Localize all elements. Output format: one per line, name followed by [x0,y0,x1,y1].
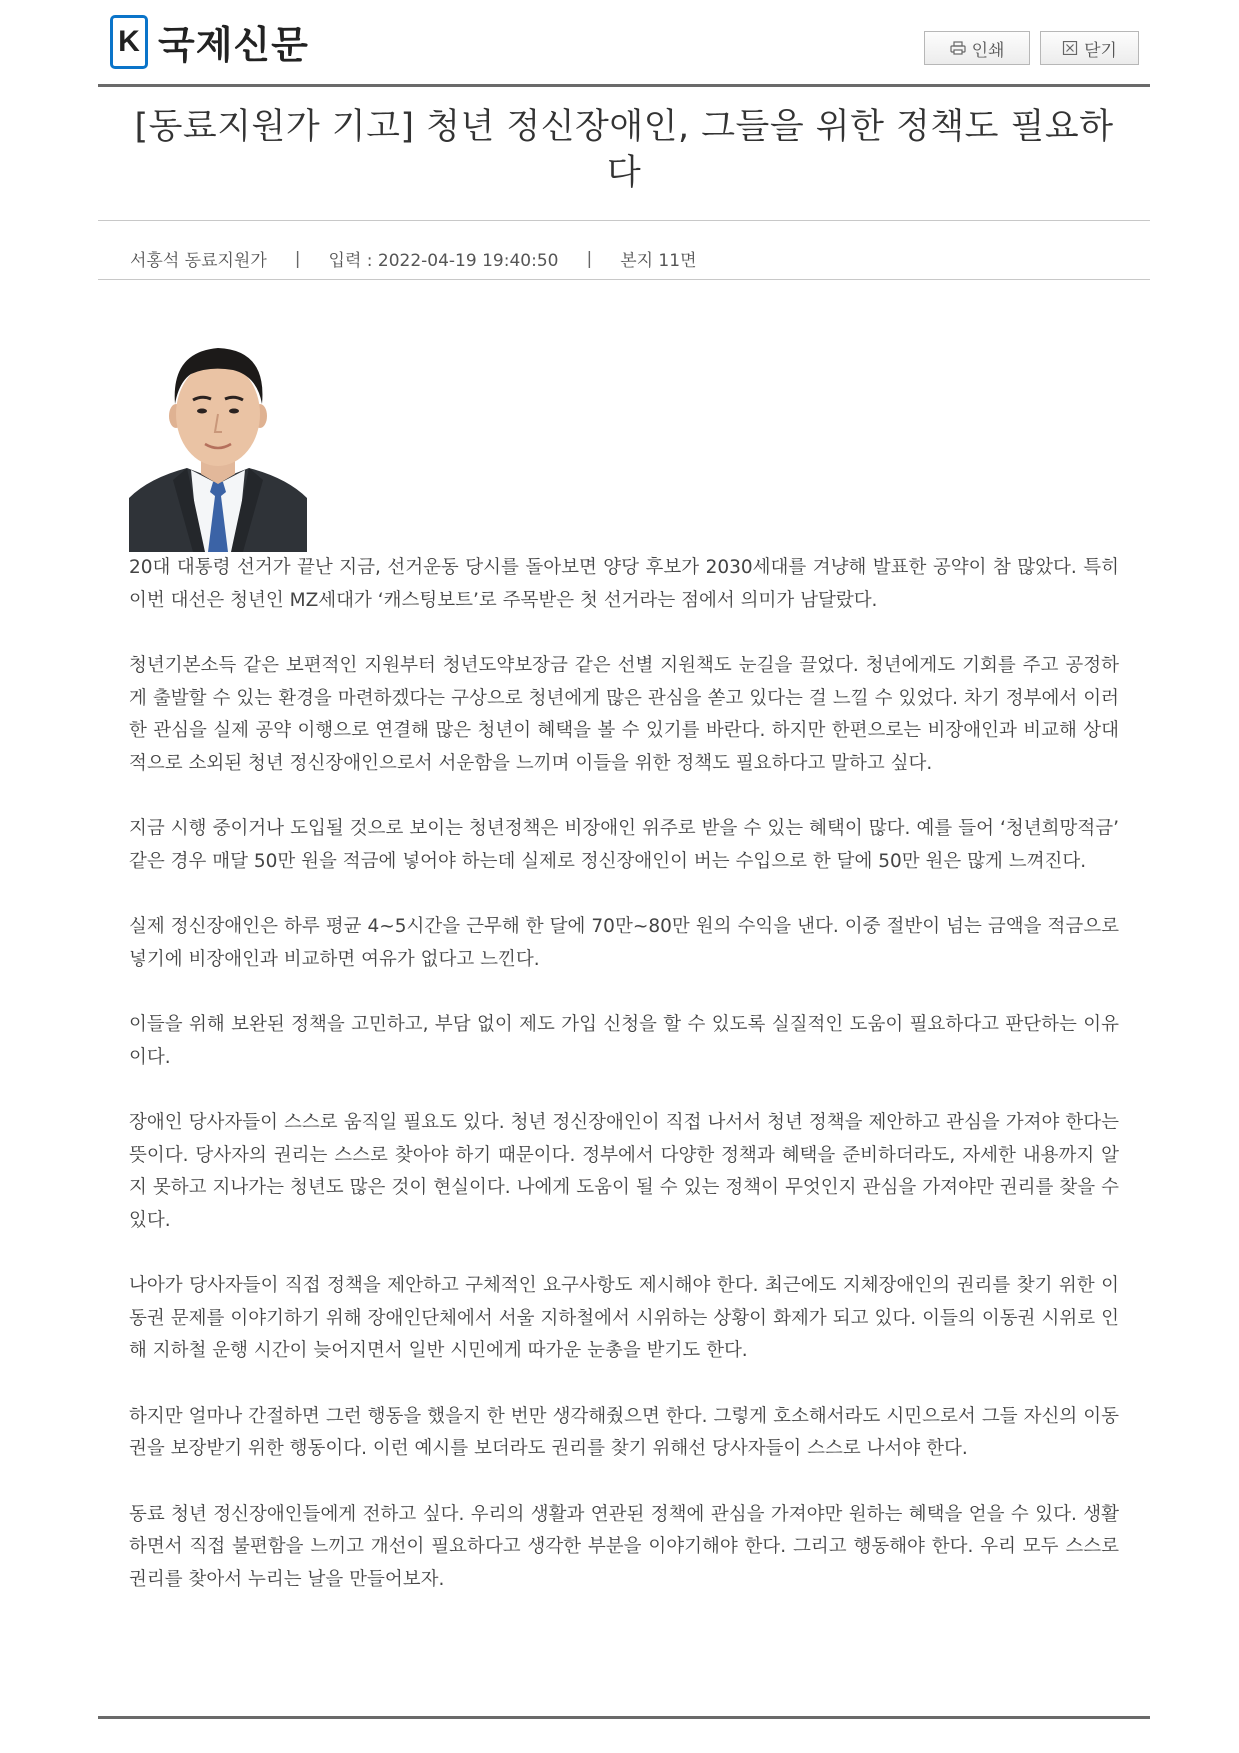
close-button[interactable] [1040,31,1139,65]
meta-separator: | [586,248,593,269]
author-portrait [129,330,307,552]
publish-date: 입력 : 2022-04-19 19:40:50 [328,251,559,271]
article-title: [동료지원가 기고] 청년 정신장애인, 그들을 위한 정책도 필요하다 [134,107,1114,193]
meta-divider [98,279,1150,280]
title-divider [98,220,1150,221]
paragraph: 동료 청년 정신장애인들에게 전하고 싶다. 우리의 생활과 연관된 정책에 관심을 가져야만 원하는 혜택을 얻을 수 있다. 생활하면서 직접 불편함을 느끼고 개선이 필요하다고 생각한 부분을 이야기해야 한다. 그리고 행동해야 한다. 우리 모두 스스로 권리를 찾아서 누리는 날을 만들어보자. [129,1503,1119,1590]
logo-letter: K [118,24,140,58]
printer-icon [950,41,966,55]
paragraph: 실제 정신장애인은 하루 평균 4~5시간을 근무해 한 달에 70만~80만 원의 수익을 낸다. 이중 절반이 넘는 금액을 적금으로 넣기에 비장애인과 비교하면 여유가 없다고 느낀다. [129,916,1119,970]
article-meta [130,246,697,271]
paragraph: 장애인 당사자들이 스스로 움직일 필요도 있다. 청년 정신장애인이 직접 나서서 청년 정책을 제안하고 관심을 가져야 한다는 뜻이다. 당사자의 권리는 스스로 찾아야 하기 때문이다. 정부에서 다양한 정책과 혜택을 준비하더라도, 자세한 내용까지 알지 못하고 지나가는 청년도 많은 것이 현실이다. 나에게 도움이 될 수 있는 정책이 무엇인지 관심을 가져야만 권리를 찾을 수 있다. [129,1112,1119,1231]
print-label: 인쇄 [971,40,1005,61]
meta-separator: | [294,248,301,269]
paragraph: 청년기본소득 같은 보편적인 지원부터 청년도약보장금 같은 선별 지원책도 눈길을 끌었다. 청년에게도 기회를 주고 공정하게 출발할 수 있는 환경을 마련하겠다는 구상으로 청년에게 많은 관심을 쏟고 있다는 걸 느낄 수 있었다. 차기 정부에서 이러한 관심을 실제 공약 이행으로 연결해 많은 청년이 혜택을 볼 수 있기를 바란다. 하지만 한편으로는 비장애인과 비교해 상대적으로 소외된 청년 정신장애인으로서 서운함을 느끼며 이들을 위한 정책도 필요하다고 말하고 싶다. [129,655,1119,774]
close-label: 닫기 [1084,40,1117,61]
article-page [98,0,1150,1590]
header-divider [98,84,1150,87]
newspaper-logo [110,14,309,69]
paragraph: 나아가 당사자들이 직접 정책을 제안하고 구체적인 요구사항도 제시해야 한다. 최근에도 지체장애인의 권리를 찾기 위한 이동권 문제를 이야기하기 위해 장애인단체에서 서울 지하철에서 시위하는 상황이 화제가 되고 있다. 이들의 이동권 시위로 인해 지하철 운행 시간이 늦어지면서 일반 시민에게 따가운 눈총을 받기도 한다. [129,1275,1119,1361]
close-box-icon [1062,41,1078,55]
print-button[interactable] [924,31,1030,65]
footer-divider [98,1716,1150,1719]
author-photo [129,330,307,552]
section: 본지 11면 [620,251,697,271]
logo-mark [110,15,148,69]
paragraph: 이들을 위해 보완된 정책을 고민하고, 부담 없이 제도 가입 신청을 할 수 있도록 실질적인 도움이 필요하다고 판단하는 이유이다. [129,1014,1119,1068]
header [98,0,1150,86]
paragraph: 20대 대통령 선거가 끝난 지금, 선거운동 당시를 돌아보면 양당 후보가 2030세대를 겨냥해 발표한 공약이 참 많았다. 특히 이번 대선은 청년인 MZ세대가 ‘캐스팅보트’로 주목받은 첫 선거라는 점에서 의미가 남달랐다. [129,557,1119,611]
author: 서홍석 동료지원가 [130,251,267,271]
paragraph: 하지만 얼마나 간절하면 그런 행동을 했을지 한 번만 생각해줬으면 한다. 그렇게 호소해서라도 시민으로서 그들 자신의 이동권을 보장받기 위한 행동이다. 이런 예시를 보더라도 권리를 찾기 위해선 당사자들이 스스로 나서야 한다. [129,1405,1119,1459]
article-body [129,552,1119,1629]
logo-name: 국제신문 [158,23,309,67]
paragraph: 지금 시행 중이거나 도입될 것으로 보이는 청년정책은 비장애인 위주로 받을 수 있는 혜택이 많다. 예를 들어 ‘청년희망적금’ 같은 경우 매달 50만 원을 적금에 넣어야 하는데 실제로 정신장애인이 버는 수입으로 한 달에 50만 원은 많게 느껴진다. [129,818,1119,872]
